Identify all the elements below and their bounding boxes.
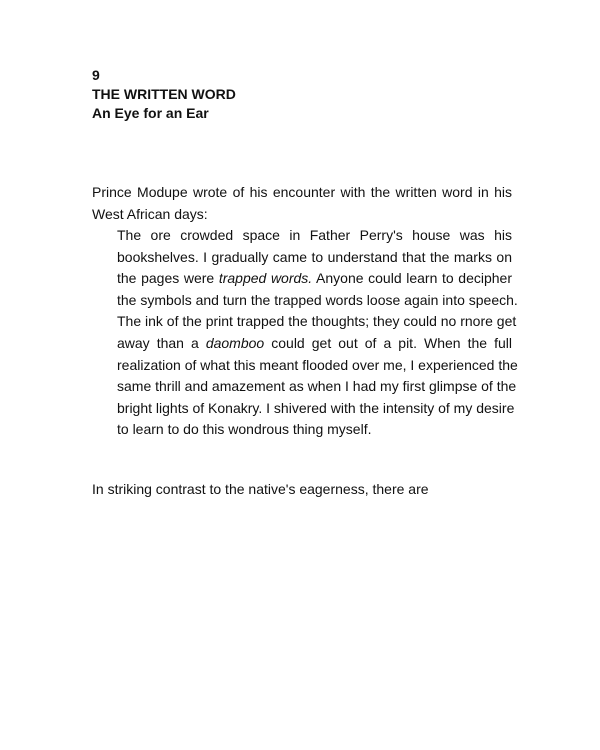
quote-line: to learn to do this wondrous thing myself. [117,421,372,438]
text-line: Prince Modupe wrote of his encounter with the written word in his [92,184,512,200]
chapter-number: 9 [92,67,100,83]
intro-paragraph [92,182,512,225]
text: the pages were [117,270,219,287]
quote-line: same thrill and amazement as when I had my first glimpse of the [117,378,517,395]
quote-line [117,268,512,290]
quote-line: the symbols and turn the trapped words loose again into speech. [117,291,518,308]
quote-line: bright lights of Konakry. I shivered with the intensity of my desire [117,399,515,416]
quote-line: bookshelves. I gradually came to understand that the marks on [117,248,512,265]
closing-paragraph [92,479,512,501]
text: Anyone could learn to decipher [312,270,513,287]
text: could get out of a pit. When the full [264,334,512,351]
chapter-subtitle: An Eye for an Ear [92,105,209,121]
quote-line: realization of what this meant flooded over me, I experienced the [117,356,518,373]
chapter-heading [92,66,236,123]
quote-line: The ore crowded space in Father Perry's house was his [117,227,512,243]
italic-text: daomboo [205,334,265,351]
italic-text: trapped words. [218,270,313,287]
chapter-title: THE WRITTEN WORD [92,86,236,102]
text-line: In striking contrast to the native's eagerness, there are [92,481,429,497]
quote-line: The ink of the print trapped the thoughts; they could no rnore get [117,313,517,330]
text-line: West African days: [92,205,208,222]
text: away than a [117,334,206,351]
block-quote [117,225,518,441]
quote-line [117,333,512,355]
